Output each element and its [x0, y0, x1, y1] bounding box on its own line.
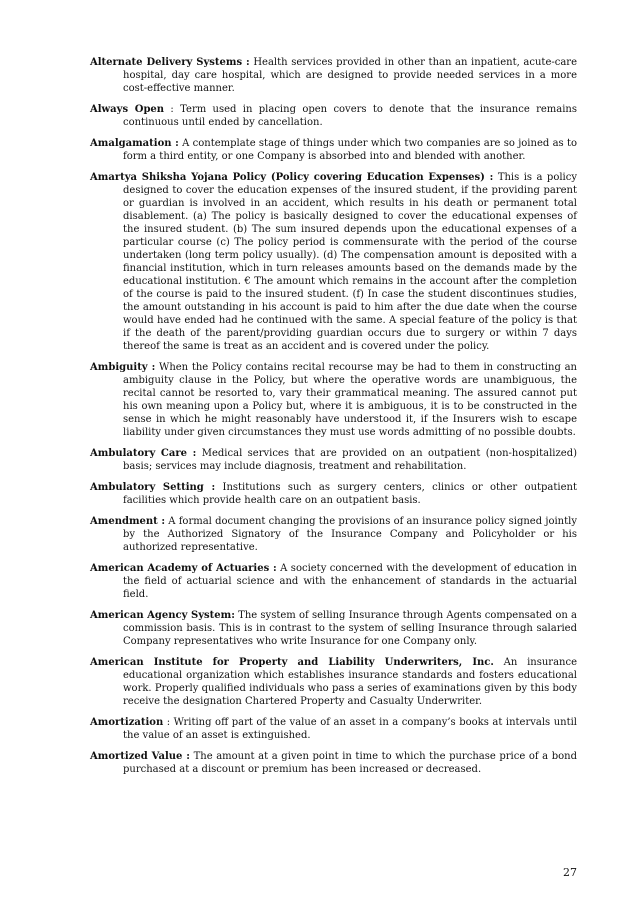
entry-term: Amartya Shiksha Yojana Policy (Policy covering Education Expenses) : — [90, 172, 494, 183]
entry-definition: The amount at a given point in time to which the purchase price of a bond purchased at a discount or premium has been increased or decreased. — [123, 751, 578, 775]
entry-definition: The system of selling Insurance through Agents compensated on a commission basis. This is in contrast to the system of selling Insurance through salaried Company representatives who write Insurance for one Company only. — [123, 610, 577, 647]
glossary-entry — [90, 609, 577, 648]
entry-definition: : Writing off part of the value of an asset in a company’s books at intervals until the value of an asset is extinguished. — [123, 717, 577, 741]
entry-term: Always Open — [90, 104, 165, 115]
entry-definition: : Term used in placing open covers to denote that the insurance remains continuous until ended by cancellation. — [123, 104, 578, 128]
entry-term: Ambulatory Setting : — [90, 482, 216, 493]
glossary-entry — [90, 750, 577, 776]
entry-definition: Medical services that are provided on an outpatient (non-hospitalized) basis; services may include diagnosis, treatment and rehabilitation. — [123, 448, 577, 472]
page-number: 27 — [563, 866, 577, 879]
entry-definition: A society concerned with the development of education in the field of actuarial science and with the enhancement of standards in the actuarial field. — [123, 563, 577, 600]
entry-definition: Institutions such as surgery centers, clinics or other outpatient facilities which provide health care on an outpatient basis. — [123, 482, 577, 506]
entry-definition: Health services provided in other than an inpatient, acute-care hospital, day care hospital, which are designed to provide needed services in a more cost-effective manner. — [123, 57, 577, 94]
entry-definition: A formal document changing the provisions of an insurance policy signed jointly by the Authorized Signatory of the Insurance Company and Policyholder or his authorized representative. — [123, 516, 577, 553]
glossary-entry — [90, 103, 577, 129]
entry-definition: A contemplate stage of things under which two companies are so joined as to form a third entity, or one Company is absorbed into and blended with another. — [123, 138, 578, 162]
entry-definition: When the Policy contains recital recourse may be had to them in constructing an ambiguity clause in the Policy, but where the operative words are unambiguous, the recital cannot be resorted to, vary their grammatical meaning. The assured cannot put his own meaning upon a Policy but, where it is ambiguous, it is to be constructed in the sense in which he might reasonably have understood it, if the Insurers wish to escape liability under given circumstances they must use words admitting of no possible doubts. — [123, 362, 577, 438]
glossary-entry — [90, 562, 577, 601]
entry-term: Amortization — [90, 717, 164, 728]
glossary-entry — [90, 447, 577, 473]
entry-term: Alternate Delivery Systems : — [90, 57, 250, 68]
entry-term: American Agency System: — [90, 610, 235, 621]
glossary-entry — [90, 361, 577, 439]
glossary-entry — [90, 716, 577, 742]
glossary-entry — [90, 656, 577, 708]
glossary-entry — [90, 56, 577, 95]
entry-term: Amortized Value : — [90, 751, 190, 762]
entry-term: Amendment : — [90, 516, 166, 527]
entry-term: Ambiguity : — [90, 362, 156, 373]
entry-term: American Institute for Property and Liability Underwriters, Inc. — [90, 657, 494, 668]
entry-term: Ambulatory Care : — [90, 448, 197, 459]
glossary-entry — [90, 515, 577, 554]
glossary-entry — [90, 481, 577, 507]
entry-definition: An insurance educational organization which establishes insurance standards and fosters educational work. Properly qualified individuals who pass a series of examinations given by this body receive the designation Chartered Property and Casualty Underwriter. — [123, 657, 577, 707]
entry-definition: This is a policy designed to cover the education expenses of the insured student, if the providing parent or guardian is involved in an accident, which results in his death or permanent total disablement. (a) The policy is basically designed to cover the educational expenses of the insured student. (b) The sum insured depends upon the educational expenses of a particular course (c) The policy period is commensurate with the period of the course undertaken (long term policy usually). (d) The compensation amount is deposited with a financial institution, which in turn releases amounts based on the demands made by the educational institution. € The amount which remains in the account after the completion of the course is paid to the insured student. (f) In case the student discontinues studies, the amount outstanding in his account is paid to him after the due date when the course would have ended had he continued with the same. A special feature of the policy is that if the death of the parent/providing guardian occurs due to surgery or within 7 days thereof the same is treat as an accident and is covered under the policy. — [123, 172, 577, 352]
glossary-entry — [90, 171, 577, 353]
entry-term: Amalgamation : — [90, 138, 179, 149]
glossary-entry — [90, 137, 577, 163]
glossary-entries — [90, 56, 577, 784]
entry-term: American Academy of Actuaries : — [90, 563, 277, 574]
